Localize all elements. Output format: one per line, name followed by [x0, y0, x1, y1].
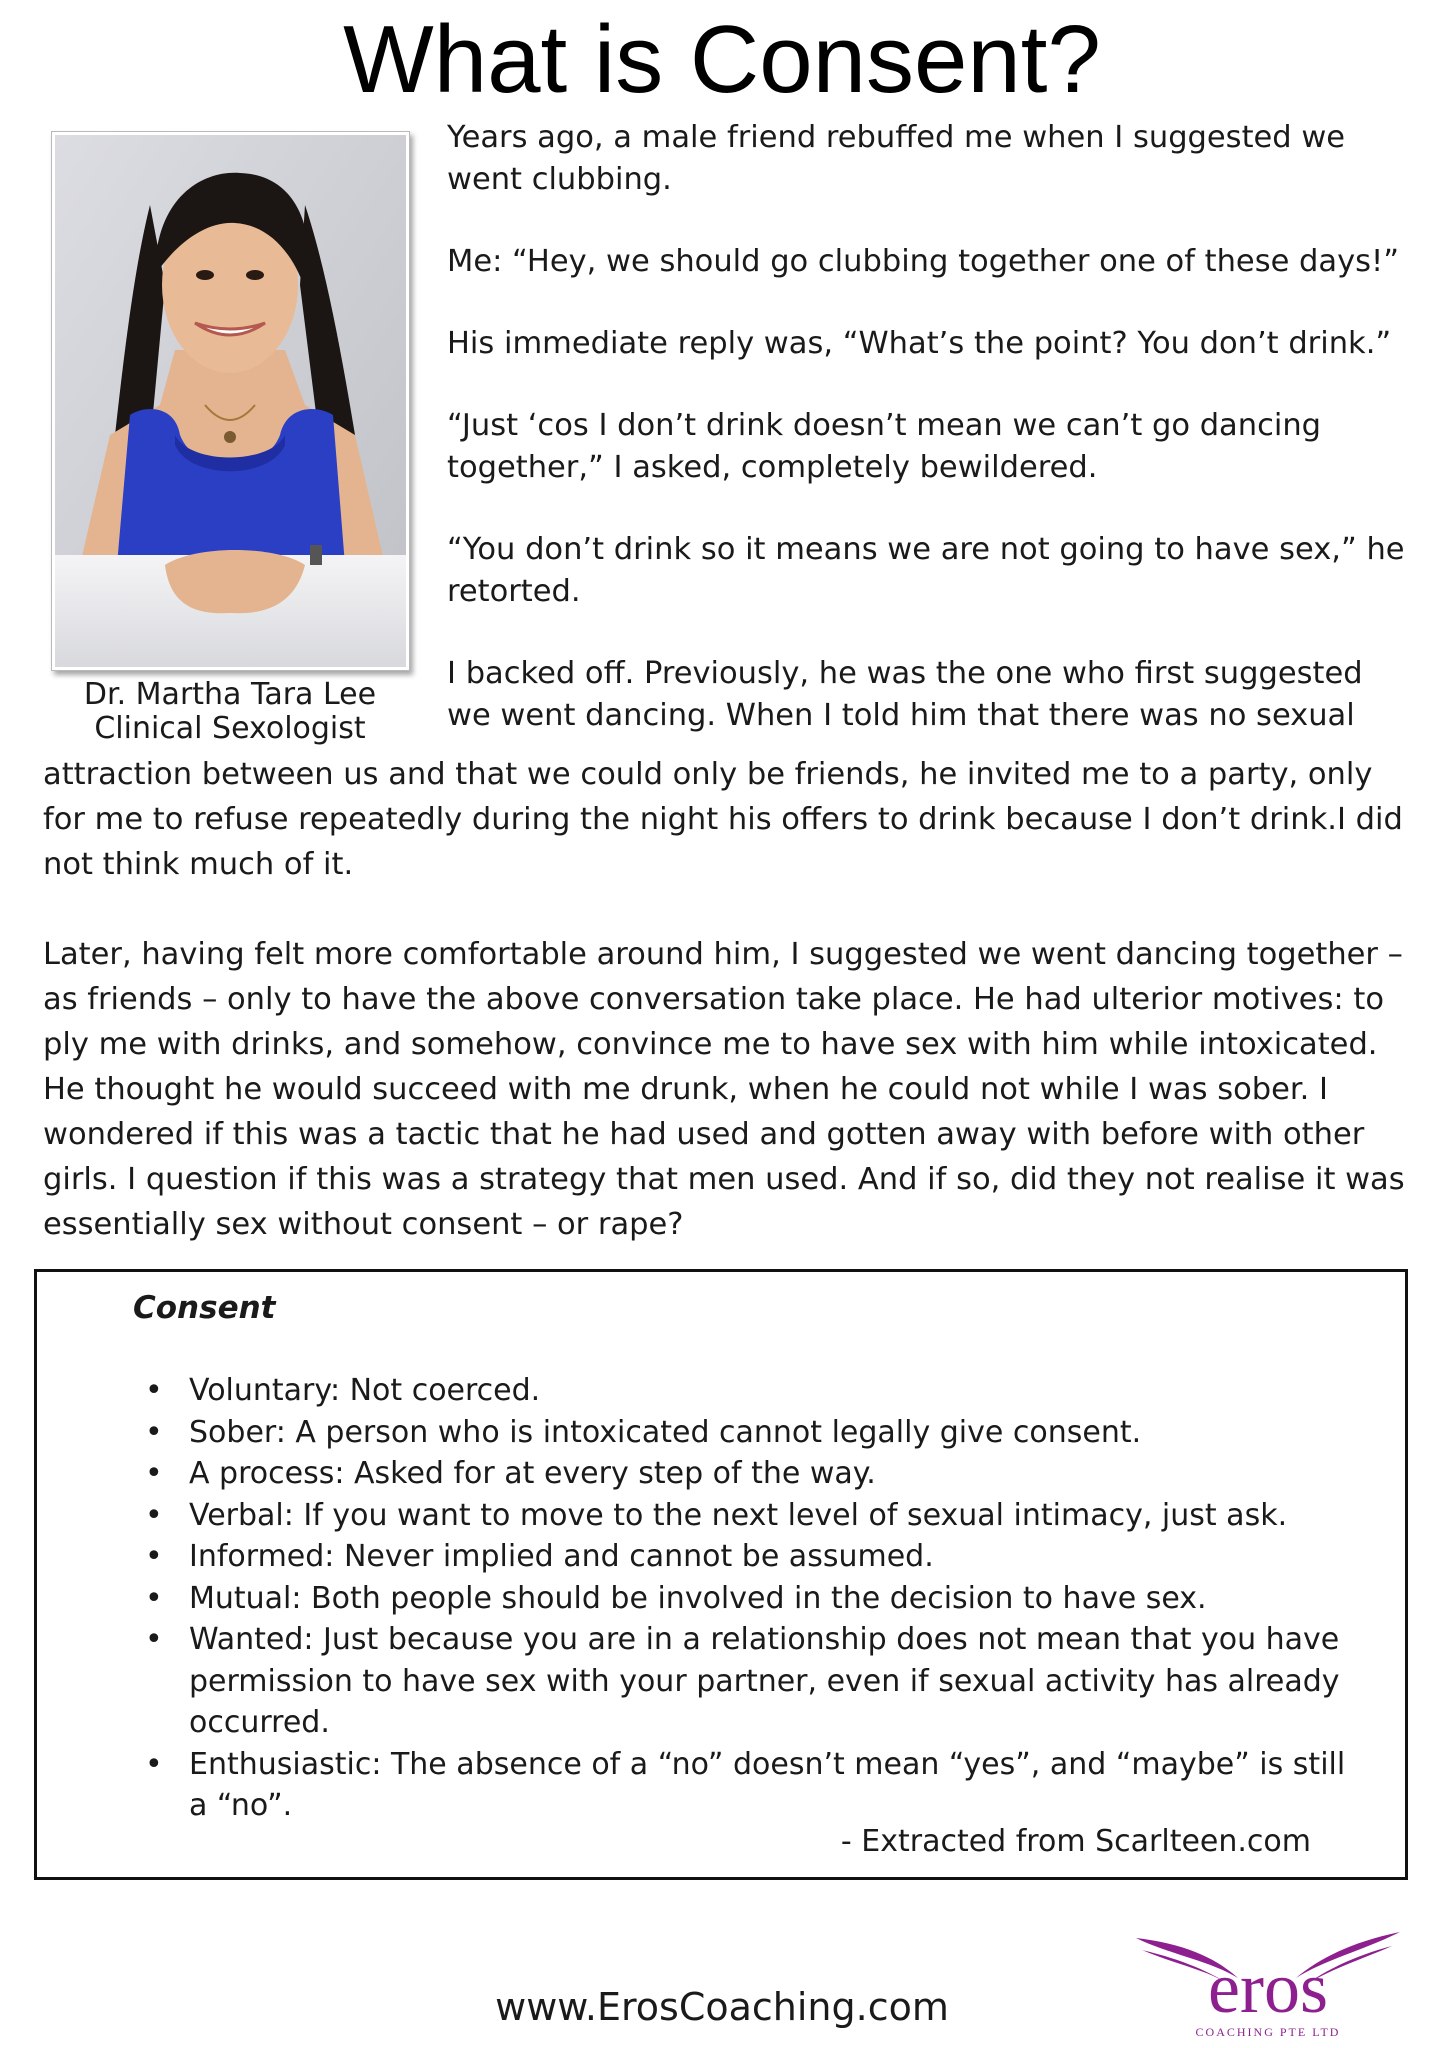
story-line: “Just ‘cos I don’t drink doesn’t mean we can’t go dancing — [447, 408, 1322, 443]
caption-name: Dr. Martha Tara Lee — [83, 677, 377, 712]
story-paragraph — [447, 405, 1427, 489]
consent-list-item — [145, 1453, 1369, 1495]
source-attribution: - Extracted from Scarlteen.com — [840, 1824, 1311, 1859]
consent-list — [145, 1370, 1369, 1827]
story-paragraph — [447, 323, 1427, 365]
story-paragraph-continued: attraction between us and that we could only be friends, he invited me to a party, only for me to refuse repeatedly during the night his offers to drink because I don’t drink.I did not think much of it. — [43, 757, 1403, 882]
logo-tagline: COACHING PTE LTD — [1195, 2025, 1341, 2039]
bullet-icon: • — [145, 1456, 163, 1491]
story-paragraph — [447, 653, 1427, 737]
story-line: went clubbing. — [447, 162, 672, 197]
bullet-icon: • — [145, 1539, 163, 1574]
bullet-icon: • — [145, 1580, 163, 1616]
story-line: Years ago, a male friend rebuffed me when I suggested we — [447, 120, 1346, 155]
story-paragraph — [447, 241, 1427, 283]
story-line: I backed off. Previously, he was the one who first suggested — [447, 656, 1363, 691]
story-line: we went dancing. When I told him that there was no sexual — [447, 698, 1355, 733]
consent-item-text: A process: Asked for at every step of the way. — [189, 1456, 876, 1491]
story-top-column — [447, 117, 1427, 737]
consent-list-item — [145, 1370, 1369, 1412]
consent-item-text: Mutual: Both people should be involved in the decision to have sex. — [189, 1580, 1207, 1616]
consent-item-text: Enthusiastic: The absence of a “no” doesn’t mean “yes”, and “maybe” is still a “no”. — [189, 1746, 1346, 1823]
page-title: What is Consent? — [343, 6, 1101, 113]
consent-box — [34, 1269, 1408, 1880]
story-line: “You don’t drink so it means we are not going to have sex,” he — [447, 532, 1405, 567]
story-line: retorted. — [447, 574, 581, 609]
story-line: together,” I asked, completely bewildered. — [447, 450, 1098, 485]
author-photo — [51, 131, 410, 671]
story-line: Me: “Hey, we should go clubbing together one of these days!” — [447, 244, 1400, 279]
consent-list-item — [145, 1536, 1369, 1578]
story-paragraph — [447, 529, 1427, 613]
photo-caption — [40, 678, 420, 746]
consent-item-text: Informed: Never implied and cannot be assumed. — [189, 1539, 934, 1574]
bullet-icon: • — [145, 1746, 163, 1782]
consent-item-text: Sober: A person who is intoxicated cannot legally give consent. — [189, 1414, 1142, 1450]
bullet-icon: • — [145, 1414, 163, 1450]
bullet-icon: • — [145, 1497, 163, 1533]
consent-item-text: Wanted: Just because you are in a relationship does not mean that you have permission to have sex with your partner, even if sexual activity has already occurred. — [189, 1622, 1340, 1740]
bullet-icon: • — [145, 1373, 163, 1408]
story-paragraph: Later, having felt more comfortable around him, I suggested we went dancing together – as friends – only to have the above conversation take place. He had ulterior motives: to ply me with drinks, and somehow, convince me to have sex with him while intoxicated. He thought he would succeed with me drunk, when he could not while I was sober. I wondered if this was a tactic that he had used and gotten away with before with other girls. I question if this was a strategy that men used. And if so, did they not realise it was essentially sex without consent – or rape? — [43, 937, 1405, 1242]
bullet-icon: • — [145, 1622, 163, 1657]
consent-item-text: Verbal: If you want to move to the next level of sexual intimacy, just ask. — [189, 1497, 1288, 1533]
consent-list-item — [145, 1412, 1369, 1454]
author-portrait-image — [55, 135, 406, 667]
caption-role: Clinical Sexologist — [94, 711, 366, 746]
consent-list-item — [145, 1578, 1369, 1620]
story-line: His immediate reply was, “What’s the point? You don’t drink.” — [447, 326, 1392, 361]
consent-list-item — [145, 1744, 1369, 1827]
consent-item-text: Voluntary: Not coerced. — [189, 1373, 541, 1408]
consent-list-item — [145, 1495, 1369, 1537]
logo-word: eros — [1208, 1948, 1328, 2028]
story-paragraph — [447, 117, 1427, 201]
consent-list-item — [145, 1619, 1369, 1744]
website-url: www.ErosCoaching.com — [495, 1985, 949, 2029]
consent-box-title: Consent — [133, 1290, 276, 1326]
story-body — [43, 752, 1423, 1292]
eros-logo-icon — [1128, 1920, 1408, 2040]
